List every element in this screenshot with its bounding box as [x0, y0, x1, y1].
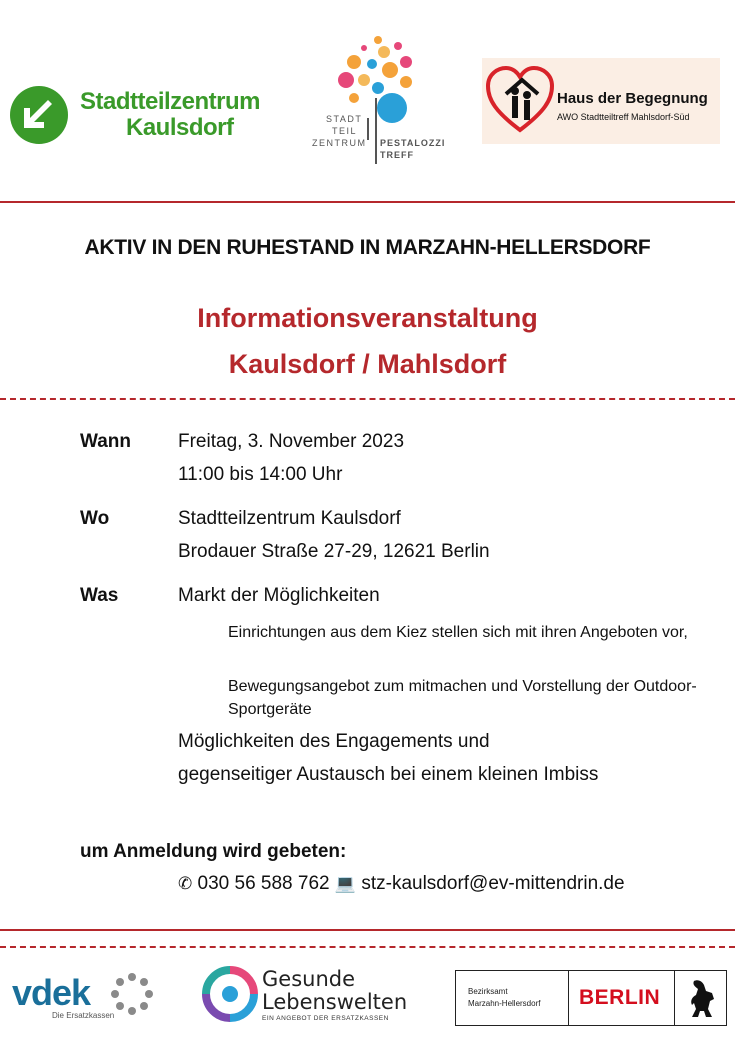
gesunde-lebenswelten-icon — [202, 966, 258, 1022]
pestalozzi-zentrum: ZENTRUM — [312, 138, 367, 148]
phone-number[interactable]: 030 56 588 762 — [197, 873, 330, 894]
footer-divider-dashed — [0, 946, 735, 948]
footer-divider-solid — [0, 929, 735, 931]
wann-date: Freitag, 3. November 2023 — [178, 431, 405, 452]
contact-line — [178, 873, 625, 895]
title-divider — [0, 398, 735, 400]
was-sub2: Bewegungsangebot zum mitmachen und Vorstellung der Outdoor-Sportgeräte — [228, 678, 697, 718]
haus-logo-title: Haus der Begegnung — [557, 90, 708, 107]
header-divider — [0, 201, 735, 203]
bezirksamt-berlin-logo — [455, 970, 727, 1026]
pestalozzi-treff: TREFF — [380, 150, 414, 160]
berlin-separator-2 — [674, 971, 675, 1025]
wann-label: Wann — [80, 431, 132, 452]
vdek-dots-icon — [110, 972, 154, 1016]
stz-circle-icon — [8, 84, 70, 146]
phone-icon: ✆ — [178, 874, 193, 893]
gl-line2: Lebenswelten — [262, 990, 408, 1014]
wo-address: Brodauer Straße 27-29, 12621 Berlin — [178, 541, 490, 562]
was-line1: Markt der Möglichkeiten — [178, 585, 380, 606]
was-line3: gegenseitiger Austausch bei einem kleinen Imbiss — [178, 764, 599, 785]
gl-tagline: EIN ANGEBOT DER ERSATZKASSEN — [262, 1015, 389, 1022]
stz-logo-line1: Stadtteilzentrum — [80, 88, 261, 115]
pestalozzi-name: PESTALOZZI — [380, 138, 446, 148]
computer-icon: 💻 — [334, 874, 357, 893]
wann-time: 11:00 bis 14:00 Uhr — [178, 464, 343, 485]
bezirksamt-line2: Marzahn-Hellersdorf — [468, 999, 541, 1008]
heart-house-icon — [486, 64, 554, 140]
berlin-separator-1 — [568, 971, 569, 1025]
event-title-line2: Kaulsdorf / Mahlsdorf — [228, 349, 507, 379]
stz-logo-line2: Kaulsdorf — [126, 114, 234, 141]
email-address[interactable]: stz-kaulsdorf@ev-mittendrin.de — [361, 873, 625, 894]
wo-venue: Stadtteilzentrum Kaulsdorf — [178, 508, 401, 529]
haus-der-begegnung-logo — [482, 58, 720, 144]
stz-kaulsdorf-logo — [8, 82, 298, 148]
registration-label: um Anmeldung wird gebeten: — [80, 841, 347, 862]
gl-line1: Gesunde — [262, 967, 356, 991]
berlin-wordmark: BERLIN — [579, 986, 661, 1009]
event-title-line1: Informationsveranstaltung — [197, 303, 538, 333]
pestalozzi-stadt: STADT — [326, 114, 363, 124]
pestalozzi-treff-logo — [306, 28, 456, 168]
wo-label: Wo — [80, 508, 110, 529]
headline: AKTIV IN DEN RUHESTAND IN MARZAHN-HELLERSDORF — [84, 236, 651, 259]
haus-logo-subtitle: AWO Stadtteiltreff Mahlsdorf-Süd — [557, 112, 690, 122]
berlin-bear-icon — [684, 977, 720, 1021]
vdek-subtitle: Die Ersatzkassen — [52, 1011, 115, 1020]
pestalozzi-teil: TEIL — [332, 126, 358, 136]
bezirksamt-line1: Bezirksamt — [468, 987, 508, 996]
was-sub1: Einrichtungen aus dem Kiez stellen sich mit ihren Angeboten vor, — [228, 624, 688, 641]
was-label: Was — [80, 585, 119, 606]
vdek-logo-text: vdek — [12, 972, 91, 1013]
was-line2: Möglichkeiten des Engagements und — [178, 731, 490, 752]
